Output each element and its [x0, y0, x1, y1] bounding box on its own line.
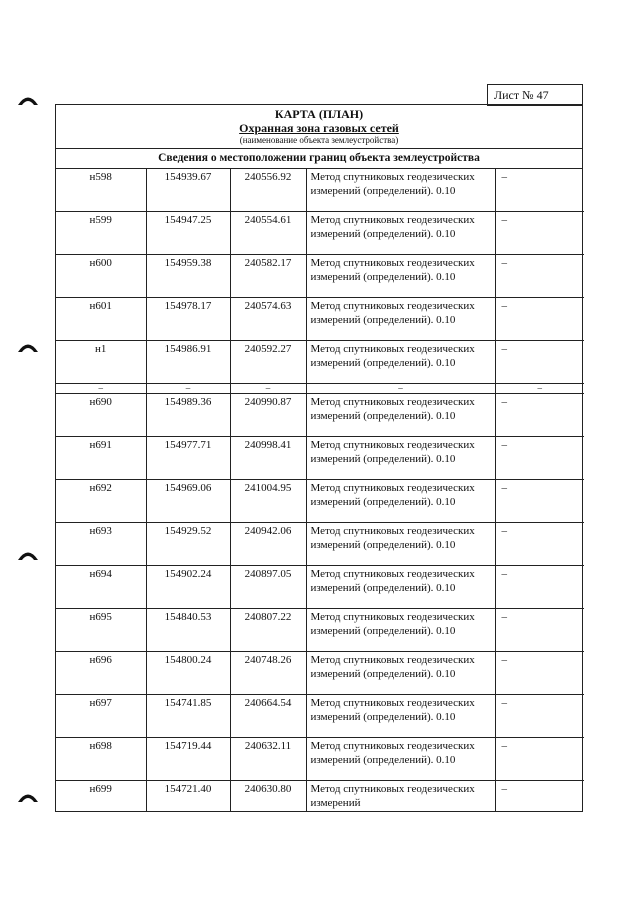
y-coordinate-cell: 240574.63	[230, 298, 306, 341]
note-cell: –	[495, 738, 584, 781]
point-name-cell: н601	[56, 298, 146, 341]
table-row	[56, 781, 584, 812]
object-name-caption: (наименование объекта землеустройства)	[239, 135, 399, 145]
map-title: КАРТА (ПЛАН)	[274, 107, 364, 121]
table-row	[56, 437, 584, 480]
x-coordinate-cell: 154978.17	[146, 298, 230, 341]
x-coordinate-cell: 154977.71	[146, 437, 230, 480]
y-coordinate-cell: 240942.06	[230, 523, 306, 566]
note-cell: –	[495, 437, 584, 480]
point-name-cell: н598	[56, 169, 146, 212]
point-name-cell: н698	[56, 738, 146, 781]
method-cell: Метод спутниковых геодезических измерений (определений). 0.10	[306, 169, 495, 212]
note-cell: –	[495, 652, 584, 695]
note-cell: –	[495, 394, 584, 437]
x-coordinate-cell: 154800.24	[146, 652, 230, 695]
method-cell: Метод спутниковых геодезических измерений (определений). 0.10	[306, 212, 495, 255]
note-cell: –	[495, 566, 584, 609]
y-coordinate-cell: 240554.61	[230, 212, 306, 255]
coordinates-table	[56, 169, 584, 811]
y-coordinate-cell: –	[230, 384, 306, 394]
title-block	[56, 105, 582, 149]
punch-hole-mark	[17, 93, 39, 106]
x-coordinate-cell: 154969.06	[146, 480, 230, 523]
point-name-cell: н697	[56, 695, 146, 738]
y-coordinate-cell: 240630.80	[230, 781, 306, 812]
method-cell: Метод спутниковых геодезических измерений (определений). 0.10	[306, 609, 495, 652]
section-title: Сведения о местоположении границ объекта землеустройства	[56, 149, 582, 169]
table-row	[56, 341, 584, 384]
x-coordinate-cell: 154947.25	[146, 212, 230, 255]
x-coordinate-cell: 154840.53	[146, 609, 230, 652]
y-coordinate-cell: 241004.95	[230, 480, 306, 523]
table-row	[56, 566, 584, 609]
x-coordinate-cell: 154929.52	[146, 523, 230, 566]
table-row	[56, 480, 584, 523]
method-cell: Метод спутниковых геодезических измерений (определений). 0.10	[306, 652, 495, 695]
point-name-cell: н694	[56, 566, 146, 609]
y-coordinate-cell: 240556.92	[230, 169, 306, 212]
table-row	[56, 255, 584, 298]
point-name-cell: н690	[56, 394, 146, 437]
point-name-cell: н696	[56, 652, 146, 695]
note-cell: –	[495, 480, 584, 523]
x-coordinate-cell: 154902.24	[146, 566, 230, 609]
y-coordinate-cell: 240748.26	[230, 652, 306, 695]
point-name-cell: н599	[56, 212, 146, 255]
method-cell: Метод спутниковых геодезических измерений (определений). 0.10	[306, 738, 495, 781]
y-coordinate-cell: 240807.22	[230, 609, 306, 652]
note-cell: –	[495, 169, 584, 212]
sheet-number-box	[487, 84, 583, 106]
note-cell: –	[495, 695, 584, 738]
table-row	[56, 695, 584, 738]
table-row	[56, 169, 584, 212]
table-row	[56, 523, 584, 566]
x-coordinate-cell: 154959.38	[146, 255, 230, 298]
method-cell: Метод спутниковых геодезических измерений (определений). 0.10	[306, 394, 495, 437]
y-coordinate-cell: 240990.87	[230, 394, 306, 437]
y-coordinate-cell: 240897.05	[230, 566, 306, 609]
method-cell: Метод спутниковых геодезических измерений (определений). 0.10	[306, 523, 495, 566]
note-cell: –	[495, 523, 584, 566]
point-name-cell: –	[56, 384, 146, 394]
method-cell: Метод спутниковых геодезических измерений (определений). 0.10	[306, 298, 495, 341]
punch-hole-mark	[17, 548, 39, 561]
note-cell: –	[495, 212, 584, 255]
method-cell: Метод спутниковых геодезических измерений (определений). 0.10	[306, 341, 495, 384]
note-cell: –	[495, 298, 584, 341]
table-row	[56, 609, 584, 652]
x-coordinate-cell: 154939.67	[146, 169, 230, 212]
table-row	[56, 212, 584, 255]
method-cell: Метод спутниковых геодезических измерений (определений). 0.10	[306, 255, 495, 298]
method-cell: Метод спутниковых геодезических измерений (определений). 0.10	[306, 695, 495, 738]
method-cell: –	[306, 384, 495, 394]
document-frame	[55, 104, 583, 812]
table-row	[56, 298, 584, 341]
x-coordinate-cell: 154989.36	[146, 394, 230, 437]
y-coordinate-cell: 240592.27	[230, 341, 306, 384]
object-name: Охранная зона газовых сетей	[239, 121, 399, 135]
note-cell: –	[495, 255, 584, 298]
table-row-gap	[56, 384, 584, 394]
punch-hole-mark	[17, 340, 39, 353]
method-cell: Метод спутниковых геодезических измерений	[306, 781, 495, 812]
y-coordinate-cell: 240664.54	[230, 695, 306, 738]
x-coordinate-cell: 154721.40	[146, 781, 230, 812]
y-coordinate-cell: 240632.11	[230, 738, 306, 781]
point-name-cell: н1	[56, 341, 146, 384]
method-cell: Метод спутниковых геодезических измерений (определений). 0.10	[306, 566, 495, 609]
note-cell: –	[495, 341, 584, 384]
table-row	[56, 394, 584, 437]
y-coordinate-cell: 240582.17	[230, 255, 306, 298]
note-cell: –	[495, 384, 584, 394]
x-coordinate-cell: –	[146, 384, 230, 394]
point-name-cell: н692	[56, 480, 146, 523]
method-cell: Метод спутниковых геодезических измерений (определений). 0.10	[306, 480, 495, 523]
point-name-cell: н695	[56, 609, 146, 652]
note-cell: –	[495, 609, 584, 652]
point-name-cell: н691	[56, 437, 146, 480]
table-row	[56, 652, 584, 695]
method-cell: Метод спутниковых геодезических измерений (определений). 0.10	[306, 437, 495, 480]
x-coordinate-cell: 154741.85	[146, 695, 230, 738]
point-name-cell: н699	[56, 781, 146, 812]
note-cell: –	[495, 781, 584, 812]
x-coordinate-cell: 154719.44	[146, 738, 230, 781]
punch-hole-mark	[17, 790, 39, 803]
table-row	[56, 738, 584, 781]
sheet-number-label: Лист № 47	[494, 88, 549, 102]
point-name-cell: н600	[56, 255, 146, 298]
point-name-cell: н693	[56, 523, 146, 566]
y-coordinate-cell: 240998.41	[230, 437, 306, 480]
x-coordinate-cell: 154986.91	[146, 341, 230, 384]
